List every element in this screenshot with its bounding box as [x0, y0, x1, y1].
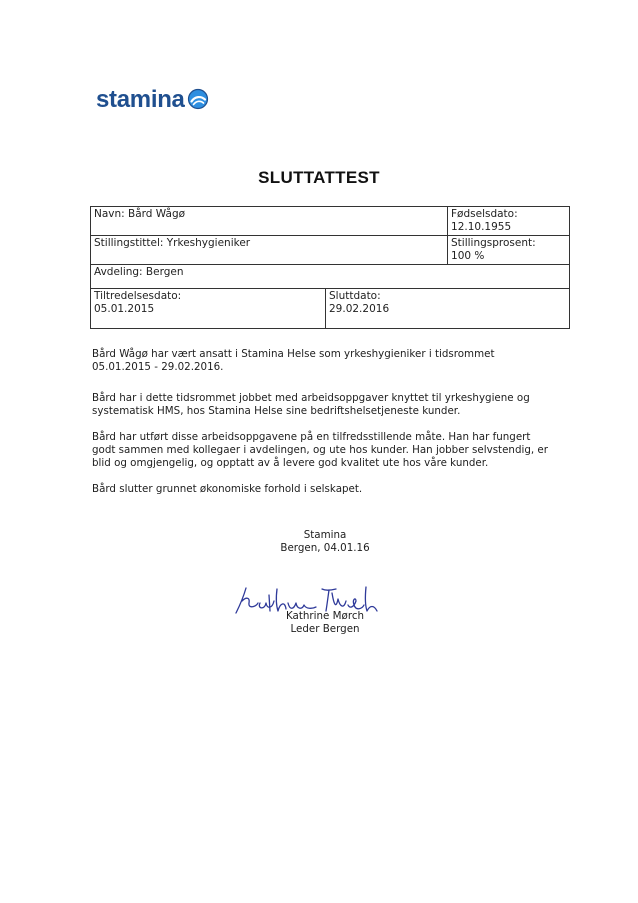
percent-value: 100 % [451, 250, 485, 262]
stamina-swirl-icon [187, 88, 209, 114]
closing-place-date: Bergen, 04.01.16 [280, 542, 370, 554]
paragraph-assessment [92, 431, 572, 470]
paragraph-line: Bård Wågø har vært ansatt i Stamina Helse som yrkeshygieniker i tidsrommet [92, 348, 495, 360]
paragraph-line: Bård slutter grunnet økonomiske forhold i selskapet. [92, 483, 363, 495]
employee-name: Navn: Bård Wågø [94, 208, 186, 220]
employee-info-table [90, 206, 570, 329]
closing-block [240, 529, 410, 555]
paragraph-line: systematisk HMS, hos Stamina Helse sine bedriftshelsetjeneste kunder. [92, 405, 461, 417]
closing-company: Stamina [303, 529, 347, 541]
logo-wordmark: stamina [96, 86, 185, 113]
paragraph-reason [92, 483, 572, 496]
birthdate-value: 12.10.1955 [451, 221, 512, 233]
document-title: SLUTTATTEST [258, 168, 380, 187]
percent-cell [448, 236, 570, 265]
signatory-name: Kathrine Mørch [285, 610, 365, 622]
position-cell [91, 236, 448, 265]
start-date-label: Tiltredelsesdato: [94, 290, 182, 302]
end-date-label: Sluttdato: [329, 290, 381, 302]
end-date-cell [326, 289, 570, 329]
percent-label: Stillingsprosent: [451, 237, 536, 249]
birthdate-cell [448, 207, 570, 236]
paragraph-line: godt sammen med kollegaer i avdelingen, og ute hos kunder. Han jobber selvstendig, er [92, 444, 549, 456]
department: Avdeling: Bergen [94, 266, 184, 278]
stamina-logo [96, 86, 209, 114]
end-date-value: 29.02.2016 [329, 303, 390, 315]
paragraph-line: 05.01.2015 - 29.02.2016. [92, 361, 224, 373]
start-date-value: 05.01.2015 [94, 303, 155, 315]
start-date-cell [91, 289, 326, 329]
name-cell [91, 207, 448, 236]
paragraph-duties [92, 392, 572, 418]
birthdate-label: Fødselsdato: [451, 208, 518, 220]
signatory-title: Leder Bergen [290, 623, 360, 635]
signatory-block [240, 610, 410, 636]
paragraph-line: Bård har utført disse arbeidsoppgavene på en tilfredsstillende måte. Han har fungert [92, 431, 531, 443]
paragraph-line: Bård har i dette tidsrommet jobbet med arbeidsoppgaver knyttet til yrkeshygiene og [92, 392, 530, 404]
paragraph-line: blid og omgjengelig, og opptatt av å levere god kvalitet ute hos våre kunder. [92, 457, 489, 469]
position-title: Stillingstittel: Yrkeshygieniker [94, 237, 251, 249]
paragraph-employment [92, 348, 572, 374]
department-cell [91, 265, 570, 289]
